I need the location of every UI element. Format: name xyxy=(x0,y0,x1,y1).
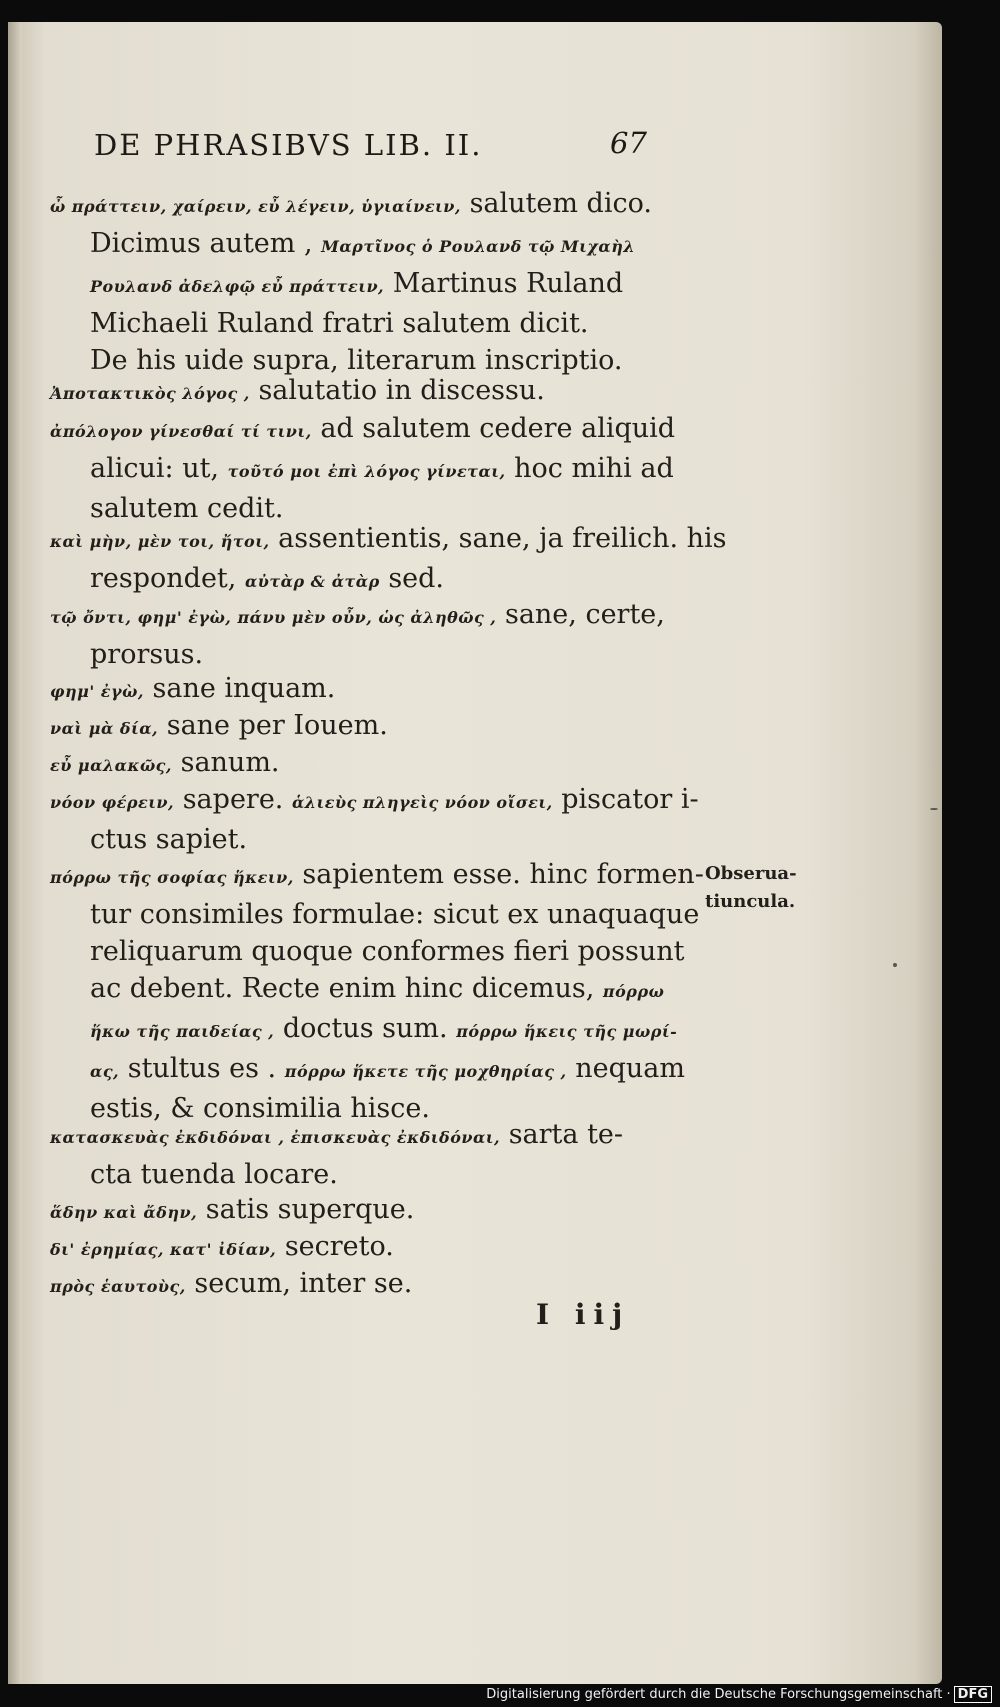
entry-line xyxy=(50,185,700,225)
entry-line xyxy=(50,560,700,600)
latin-gloss: ad salutem cedere aliquid xyxy=(320,413,676,444)
greek-phrase: δι' ἐρημίας, κατ' ἰδίαν, xyxy=(50,1240,277,1259)
paper-speck xyxy=(893,963,897,967)
greek-phrase: ἀπόλογον γίνεσθαί τί τινι, xyxy=(50,422,312,441)
latin-gloss: doctus sum. xyxy=(282,1013,448,1044)
greek-phrase: εὖ μαλακῶς, xyxy=(50,756,172,775)
running-header: DE PHRASIBVS LIB. II. xyxy=(94,128,483,162)
entry-line xyxy=(50,856,704,896)
dictionary-entry xyxy=(50,520,727,600)
greek-phrase: φημ' ἐγὼ, xyxy=(50,682,144,701)
latin-gloss: salutem dico. xyxy=(469,188,652,219)
greek-phrase: τοῦτό μοι ἐπὶ λόγος γίνεται, xyxy=(227,462,506,481)
dictionary-entry xyxy=(50,185,700,379)
latin-gloss: alicui: ut, xyxy=(90,453,220,484)
entry-line xyxy=(50,707,700,747)
entry-line xyxy=(50,520,727,560)
dictionary-entry xyxy=(50,1116,700,1193)
greek-phrase: κατασκευὰς ἐκδιδόναι , ἐπισκευὰς ἐκδιδόναι, xyxy=(50,1128,501,1147)
latin-gloss: salutem cedit. xyxy=(90,493,284,524)
entry-line xyxy=(50,1116,700,1156)
latin-gloss: assentientis, sane, ja freilich. his xyxy=(278,523,727,554)
dictionary-entry xyxy=(50,781,700,858)
entry-line xyxy=(50,596,700,636)
entry-line xyxy=(50,1228,700,1268)
greek-phrase: πόρρω ἥκετε τῆς μοχθηρίας , xyxy=(284,1062,567,1081)
greek-phrase: ἥκω τῆς παιδείας , xyxy=(90,1022,275,1041)
entry-line xyxy=(50,265,700,305)
latin-gloss: cta tuenda locare. xyxy=(90,1159,338,1190)
greek-phrase: νόον φέρειν, xyxy=(50,793,175,812)
latin-gloss: hoc mihi ad xyxy=(514,453,674,484)
greek-phrase: πόρρω xyxy=(602,982,665,1001)
latin-gloss: De his uide supra, literarum inscriptio. xyxy=(90,345,623,376)
entry-line xyxy=(50,450,700,490)
latin-gloss: sane inquam. xyxy=(152,673,336,704)
entry-line xyxy=(50,781,700,821)
dictionary-entry xyxy=(50,744,700,784)
dictionary-entry xyxy=(50,670,700,710)
entry-line xyxy=(50,410,700,450)
greek-phrase: ὦ πράττειν, χαίρειν, εὖ λέγειν, ὑγιαίνειν, xyxy=(50,197,461,216)
entry-line xyxy=(50,372,700,412)
greek-phrase: Ἀποτακτικὸς λόγος , xyxy=(50,384,250,403)
entry-line xyxy=(50,305,700,342)
entry-line xyxy=(50,670,700,710)
entry-line xyxy=(50,1050,700,1090)
dfg-logo: DFG xyxy=(954,1686,992,1703)
entry-line xyxy=(50,933,700,970)
latin-gloss: Dicimus autem , xyxy=(90,228,313,259)
entry-line xyxy=(50,225,700,265)
dictionary-entry xyxy=(50,372,700,412)
latin-gloss: Michaeli Ruland fratri salutem dicit. xyxy=(90,308,589,339)
latin-gloss: estis, & consimilia hisce. xyxy=(90,1093,430,1124)
latin-gloss: stultus es . xyxy=(127,1053,277,1084)
margin-note-line-1: Obserua- xyxy=(705,863,797,884)
greek-phrase: ναὶ μὰ δία, xyxy=(50,719,159,738)
latin-gloss: sed. xyxy=(388,563,445,594)
entry-line xyxy=(50,970,700,1010)
latin-gloss: secreto. xyxy=(284,1231,394,1262)
greek-phrase: πόρρω τῆς σοφίας ἥκειν, xyxy=(50,868,294,887)
greek-phrase: αὐτὰρ & ἀτὰρ xyxy=(244,572,380,591)
entry-line xyxy=(50,896,700,933)
dictionary-entry xyxy=(50,707,700,747)
latin-gloss: sane, certe, xyxy=(504,599,665,630)
dictionary-entry xyxy=(50,596,700,673)
latin-gloss: prorsus. xyxy=(90,639,204,670)
latin-gloss: tur consimiles formulae: sicut ex unaquaque xyxy=(90,899,700,930)
entry-line xyxy=(50,1191,700,1231)
greek-phrase: τῷ ὄντι, φημ' ἐγὼ, πάνυ μὲν οὖν, ὡς ἀληθῶς , xyxy=(50,608,497,627)
latin-gloss: reliquarum quoque conformes fieri possunt xyxy=(90,936,685,967)
footer-text: Digitalisierung gefördert durch die Deutsche Forschungsgemeinschaft · xyxy=(486,1687,951,1702)
margin-note xyxy=(705,860,797,916)
dictionary-entry xyxy=(50,410,700,527)
latin-gloss: sanum. xyxy=(180,747,280,778)
greek-phrase: πόρρω ἥκεις τῆς μωρί- xyxy=(456,1022,678,1041)
latin-gloss: secum, inter se. xyxy=(194,1268,413,1299)
greek-phrase: Ρουλανδ ἀδελφῷ εὖ πράττειν, xyxy=(90,277,385,296)
page-number: 67 xyxy=(610,126,647,160)
signature-mark: I iij xyxy=(536,1298,631,1331)
entry-line xyxy=(50,1010,700,1050)
latin-gloss: ac debent. Recte enim hinc dicemus, xyxy=(90,973,595,1004)
greek-phrase: ας, xyxy=(90,1062,120,1081)
dictionary-entry xyxy=(50,1191,700,1231)
latin-gloss: sarta te- xyxy=(508,1119,624,1150)
dictionary-entry xyxy=(50,1228,700,1268)
greek-phrase: πρὸς ἑαυτοὺς, xyxy=(50,1277,186,1296)
latin-gloss: piscator i- xyxy=(561,784,699,815)
greek-phrase: ἅδην καὶ ἄδην, xyxy=(50,1203,198,1222)
entry-line xyxy=(50,821,700,858)
greek-phrase: καὶ μὴν, μὲν τοι, ἤτοι, xyxy=(50,532,270,551)
latin-gloss: salutatio in discessu. xyxy=(258,375,545,406)
latin-gloss: Martinus Ruland xyxy=(392,268,624,299)
latin-gloss: nequam xyxy=(575,1053,685,1084)
entry-line xyxy=(50,744,700,784)
latin-gloss: sapientem esse. hinc formen- xyxy=(302,859,704,890)
greek-phrase: ἁλιεὺς πληγεὶς νόον οἴσει, xyxy=(291,793,553,812)
page-gutter xyxy=(8,22,22,1684)
paper-speck xyxy=(930,808,938,810)
latin-gloss: sapere. xyxy=(182,784,284,815)
margin-note-line-2: tiuncula. xyxy=(705,891,796,912)
greek-phrase: Μαρτῖνος ὁ Ρουλανδ τῷ Μιχαὴλ xyxy=(321,237,636,256)
entry-line xyxy=(50,636,700,673)
entry-line xyxy=(50,1156,700,1193)
latin-gloss: satis superque. xyxy=(205,1194,415,1225)
footer-credit xyxy=(486,1686,992,1703)
latin-gloss: ctus sapiet. xyxy=(90,824,248,855)
latin-gloss: sane per Iouem. xyxy=(166,710,388,741)
latin-gloss: respondet, xyxy=(90,563,237,594)
dictionary-entry xyxy=(50,856,704,1127)
